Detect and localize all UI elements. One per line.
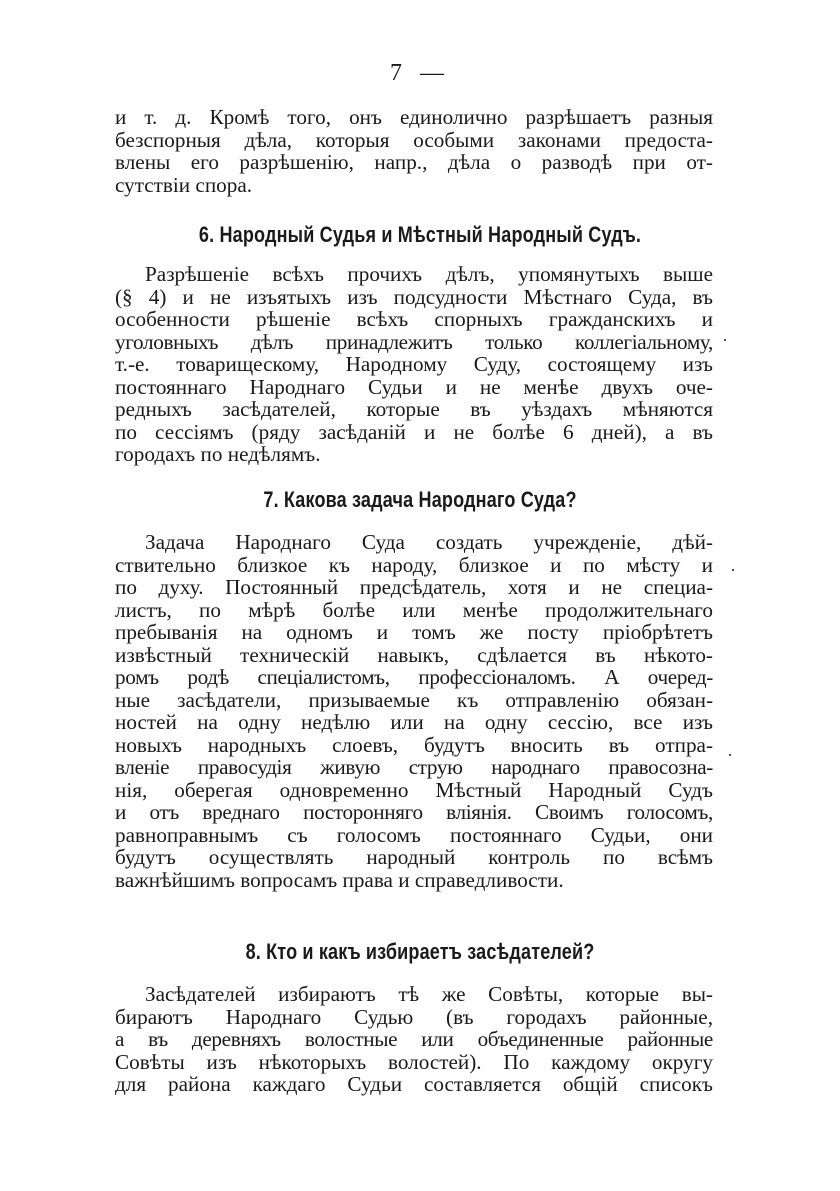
section-7-heading: 7. Какова задача Народнаго Суда? bbox=[263, 487, 577, 512]
text-line: ствительно близкое къ народу, близкое и по мѣсту и bbox=[115, 552, 713, 577]
section-6-paragraph bbox=[115, 263, 713, 466]
text-line: для района каждаго Судьи составляется общій списокъ bbox=[115, 1072, 713, 1096]
text-line: будутъ осуществлять народный контроль по всѣмъ bbox=[115, 845, 713, 869]
text-line: Засѣдателей избираютъ тѣ же Совѣты, которые вы- bbox=[145, 982, 713, 1006]
section-8-paragraph bbox=[115, 983, 713, 1096]
text-line: ностей на одну недѣлю или на одну сессію, все изъ bbox=[115, 710, 713, 734]
text-line: особенности рѣшеніе всѣхъ спорныхъ гражданскихъ и bbox=[115, 307, 713, 331]
text-line: редныхъ засѣдателей, которые въ уѣздахъ мѣняются bbox=[115, 397, 713, 421]
text-line: по духу. Постоянный предсѣдатель, хотя и не специа- bbox=[115, 575, 713, 599]
margin-dot-mark: · bbox=[722, 330, 728, 350]
text-line: равноправнымъ съ голосомъ постояннаго Судьи, они bbox=[115, 822, 713, 847]
text-line: постояннаго Народнаго Судьи и не менѣе двухъ оче- bbox=[115, 374, 713, 399]
text-line: сутствіи спора. bbox=[115, 172, 253, 197]
text-line: нія, оберегая одновременно Мѣстный Народный Судъ bbox=[115, 777, 713, 802]
text-line: Разрѣшеніе всѣхъ прочихъ дѣлъ, упомянутыхъ выше bbox=[145, 262, 713, 286]
text-line: и отъ вреднаго посторонняго вліянія. Своимъ голосомъ, bbox=[115, 800, 713, 824]
text-line: пребыванія на одномъ и томъ же посту пріобрѣтетъ bbox=[115, 620, 713, 644]
text-line: и т. д. Кромѣ того, онъ единолично разрѣшаетъ разныя bbox=[115, 105, 713, 129]
page-number: 7 — bbox=[390, 60, 450, 86]
text-line: влены его разрѣшенію, напр., дѣла о разводѣ при от- bbox=[115, 150, 713, 174]
margin-dot-mark: · bbox=[727, 745, 733, 765]
text-line: новыхъ народныхъ слоевъ, будутъ вносить въ отпра- bbox=[115, 732, 713, 757]
text-line: бираютъ Народнаго Судью (въ городахъ районные, bbox=[115, 1004, 713, 1029]
text-line: Совѣты изъ нѣкоторыхъ волостей). По каждому округу bbox=[115, 1049, 713, 1074]
text-line: т.-е. товарищескому, Народному Суду, состоящему изъ bbox=[115, 352, 713, 376]
text-line: безспорныя дѣла, которыя особыми законами предоста- bbox=[115, 127, 713, 152]
text-line: городахъ по недѣлямъ. bbox=[115, 442, 321, 466]
margin-dot-mark: · bbox=[730, 560, 736, 580]
text-line: вленіе правосудія живую струю народнаго правосозна- bbox=[115, 755, 713, 779]
text-line: важнѣйшимъ вопросамъ права и справедливости. bbox=[115, 867, 564, 892]
text-line: а въ деревняхъ волостные или объединенные районные bbox=[115, 1027, 713, 1051]
section-6-heading: 6. Народный Судья и Мѣстный Народный Судъ. bbox=[198, 222, 642, 247]
text-line: уголовныхъ дѣлъ принадлежитъ только коллегіальному, bbox=[115, 329, 713, 354]
text-line: (§ 4) и не изъятыхъ изъ подсудности Мѣстнаго Суда, въ bbox=[115, 284, 713, 309]
text-line: листъ, по мѣрѣ болѣе или менѣе продолжительнаго bbox=[115, 597, 713, 622]
text-line: по сессіямъ (ряду засѣданій и не болѣе 6 дней), а въ bbox=[115, 419, 713, 444]
text-line: извѣстный техническій навыкъ, сдѣлается въ нѣкото- bbox=[115, 642, 713, 667]
text-line: Задача Народнаго Суда создать учрежденіе, дѣй- bbox=[145, 530, 713, 554]
text-line: ные засѣдатели, призываемые къ отправленію обязан- bbox=[115, 687, 713, 712]
section-7-paragraph bbox=[115, 531, 713, 891]
text-line: ромъ родѣ спеціалистомъ, профессіоналомъ. А очеред- bbox=[115, 665, 713, 689]
continuation-paragraph bbox=[115, 106, 713, 196]
section-8-heading: 8. Кто и какъ избираетъ засѣдателей? bbox=[245, 939, 595, 964]
